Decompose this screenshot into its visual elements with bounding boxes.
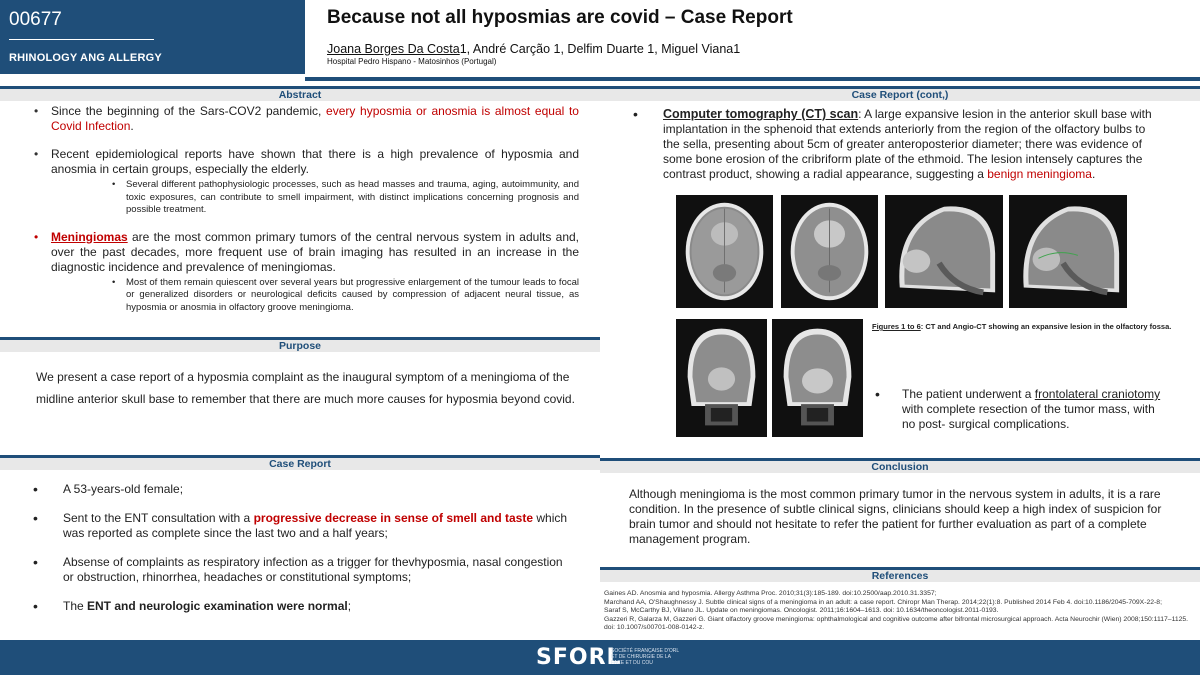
ct-image-coronal-2 (772, 319, 863, 437)
sforl-logo-subtitle: SOCIÉTÉ FRANÇAISE D'ORL ET DE CHIRURGIE DE LA FACE ET DU COU (611, 648, 680, 666)
case-text: ; (347, 599, 352, 613)
case-text: The (63, 599, 88, 613)
ct-description (663, 107, 1163, 182)
abstract-text: . (130, 119, 134, 133)
surgery-text-part: with complete resection of the tumor mass, with no post- surgical complications. (902, 402, 1155, 431)
sforl-logo: SFORL (536, 645, 622, 670)
footer-bar (0, 640, 1200, 675)
affiliation: Hospital Pedro Hispano - Matosinhos (Portugal) (327, 57, 497, 66)
poster-title: Because not all hyposmias are covid – Case Report (327, 7, 793, 28)
ct-text: : A large expansive lesion in the anterior skull base with implantation in the sphenoid that extends anteriorly from the region of the olfactory bulbs to the sella, presenting about 5cm of greater anteroposterior diameter; there was evidence of some bone erosion of the cribriform plate of the ethmoid. The lesion intensely captures the contrast product, showing a radial appearance, suggesting a (663, 107, 1152, 181)
reference-item: Gazzeri R, Galarza M, Gazzeri G. Giant olfactory groove meningioma: ophthalmological and cognitive outcome after bifrontal microsurgical approach. Acta Neurochir (Wien) 2008;150:1117–1125. doi: 10.1007/s00701-008-0142-z. (604, 615, 1189, 632)
case-report-list (30, 482, 570, 628)
case-item (30, 511, 570, 541)
abstract-subpoint: • Several different pathophysiologic processes, such as head masses and trauma, aging, autoimmunity, and toxic exposures, can contribute to smell impairment, with distinct implications concerning prognosis and possible treatment. (51, 179, 579, 217)
first-author: Joana Borges Da Costa (327, 42, 460, 56)
section-header-conclusion: Conclusion (600, 458, 1200, 473)
surgery-highlight: frontolateral craniotomy (1034, 387, 1161, 401)
reference-item: Gaines AD. Anosmia and hyposmia. Allergy Asthma Proc. 2010;31(3):185-189. doi:10.2500/aap.2010.31.3357; (604, 590, 937, 597)
surgery-text (902, 387, 1167, 432)
abstract-text: are the most common primary tumors of the central nervous system in adults and, over the past decades, more frequent use of brain imaging has resulted in an increase in the diagnostic incidence and prevalence of meningiomas. (51, 229, 579, 274)
purpose-text: We present a case report of a hyposmia complaint as the inaugural symptom of a meningioma of the midline anterior skull base to remember that there are much more causes for hyposmia beyond covid. (36, 370, 575, 406)
abstract-point (22, 104, 579, 134)
case-highlight: progressive decrease in sense of smell and taste (253, 511, 534, 525)
ct-highlight: benign meningioma (987, 167, 1092, 181)
section-header-case-report: Case Report (0, 455, 600, 470)
ct-image-sagittal-1 (885, 195, 1003, 308)
ct-heading: Computer tomography (CT) scan (663, 107, 859, 121)
case-item: • Absense of complaints as respiratory infection as a trigger for thevhyposmia, nasal congestion or obstruction, rhinorrhea, headaches or constitutional symptoms; (30, 555, 570, 585)
bullet: • (875, 386, 880, 402)
ct-image-axial-2 (781, 195, 878, 308)
reference-item: Saraf S, McCarthy BJ, Villano JL. Update on meningiomas. Oncologist. 2011;16:1604–1613. doi: 10.1634/theoncologist.2011-0193. (604, 607, 999, 615)
abstract-text: Recent epidemiological reports have shown that there is a high prevalence of hyposmia and anosmia in certain groups, especially the elderly. (51, 147, 579, 176)
case-text: which was reported as complete since the last two and a half years; (63, 511, 568, 540)
ct-image-coronal-1 (676, 319, 767, 437)
case-item (30, 599, 570, 614)
other-authors: 1, André Carção 1, Delfim Duarte 1, Miguel Viana1 (459, 42, 741, 56)
abstract-highlight: Meningiomas (51, 229, 128, 244)
caption-text: : CT and Angio-CT showing an expansive lesion in the olfactory fossa. (920, 322, 1172, 331)
category-label: RHINOLOGY ANG ALLERGY (9, 52, 162, 64)
case-bold: ENT and neurologic examination were normal (87, 599, 348, 613)
header-panel (0, 0, 305, 74)
abstract-highlight: every hyposmia or anosmia is almost equal to Covid Infection (51, 104, 579, 133)
reference-item: Marchand AA, O'Shaughnessy J. Subtle clinical signs of a meningioma in an adult: a case report. Chiropr Man Therap. 2014;22(1):8. Published 2014 Feb 4. doi:10.1186/2045-709X-22-8; (604, 598, 1162, 606)
references-list (604, 590, 1194, 633)
section-header-purpose: Purpose (0, 337, 600, 352)
authors (327, 42, 740, 56)
ct-text: . (1091, 167, 1096, 181)
case-text: Sent to the ENT consultation with a (63, 511, 254, 525)
abstract-subpoint: • Most of them remain quiescent over several years but progressive enlargement of the tumour leads to focal or generalized disorders or neurological deficits caused by compression of adjacent neural tissue, as hyposmia or anosmia in olfactory groove meningioma. (51, 277, 579, 315)
bullet: • (633, 106, 638, 122)
ct-image-axial-1 (676, 195, 773, 308)
abstract-point (22, 230, 579, 315)
abstract-text: Since the beginning of the Sars-COV2 pandemic, (51, 104, 327, 118)
surgery-text-part: The patient underwent a (902, 387, 1035, 401)
caption-label: Figures 1 to 6 (872, 322, 921, 331)
divider (9, 39, 154, 40)
conclusion-text: Although meningioma is the most common primary tumor in the nervous system in adults, it is a rare condition. In the presence of subtle clinical signs, clinicians should keep a high index of suspicion for brain tumor and should not hesitate to refer the patient for further evaluation as part of a complete management program. (629, 487, 1162, 546)
section-header-case-report-cont: Case Report (cont,) (600, 86, 1200, 101)
poster-id: 00677 (9, 9, 62, 30)
figure-caption (872, 322, 1172, 332)
abstract-body (22, 104, 579, 327)
section-header-references: References (600, 567, 1200, 582)
abstract-point (22, 147, 579, 217)
header-bar (305, 77, 1200, 81)
section-header-abstract: Abstract (0, 86, 600, 101)
ct-image-sagittal-2 (1009, 195, 1127, 308)
case-item: • A 53-years-old female; (30, 482, 570, 497)
